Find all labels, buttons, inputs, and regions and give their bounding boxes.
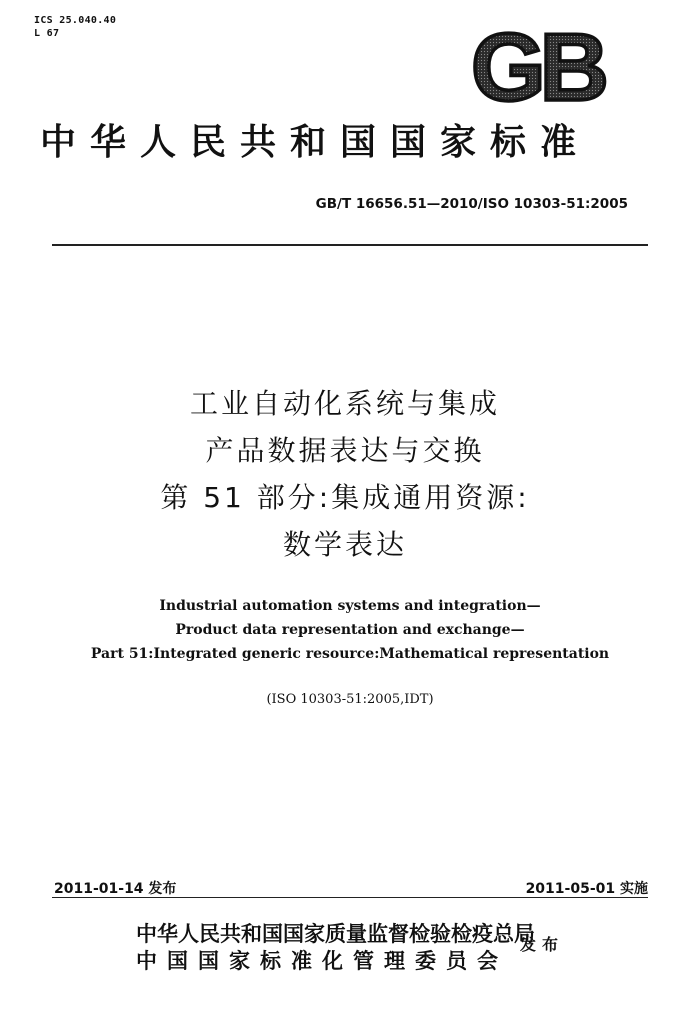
chinese-title-line-3: 第 51 部分:集成通用资源:	[160, 481, 530, 514]
standard-number-text: GB/T 16656.51—2010/ISO 10303-51:2005	[315, 196, 628, 212]
chinese-title	[0, 380, 690, 568]
gb-logo	[462, 26, 612, 108]
english-title-line-2: Product data representation and exchange—	[175, 622, 525, 638]
implementation-date: 2011-05-01 实施	[525, 881, 648, 897]
publish-word: 发布	[520, 935, 565, 954]
gb-logo-text: GB	[471, 26, 603, 108]
chinese-title-line-1: 工业自动化系统与集成	[189, 387, 500, 420]
ccs-code: L 67	[34, 28, 60, 39]
english-title-line-3: Part 51:Integrated generic resource:Mathematical representation	[90, 646, 610, 662]
publishers	[136, 920, 535, 974]
header-divider	[52, 244, 648, 246]
classification-codes	[34, 14, 116, 40]
english-title	[0, 594, 700, 666]
issue-date: 2011-01-14 发布	[54, 881, 177, 897]
standard-name: 中华人民共和国国家标准	[40, 121, 591, 163]
publisher-1: 中华人民共和国国家质量监督检验检疫总局	[136, 921, 535, 946]
iso-reference: (ISO 10303-51:2005,IDT)	[266, 692, 434, 707]
chinese-title-line-2: 产品数据表达与交换	[205, 434, 485, 467]
publisher-2: 中国国家标准化管理委员会	[136, 948, 508, 973]
english-title-line-1: Industrial automation systems and integration—	[159, 598, 541, 614]
ics-code: ICS 25.040.40	[34, 15, 117, 26]
chinese-title-line-4: 数学表达	[282, 528, 407, 561]
dates-divider	[52, 897, 648, 898]
standard-number	[316, 196, 628, 212]
